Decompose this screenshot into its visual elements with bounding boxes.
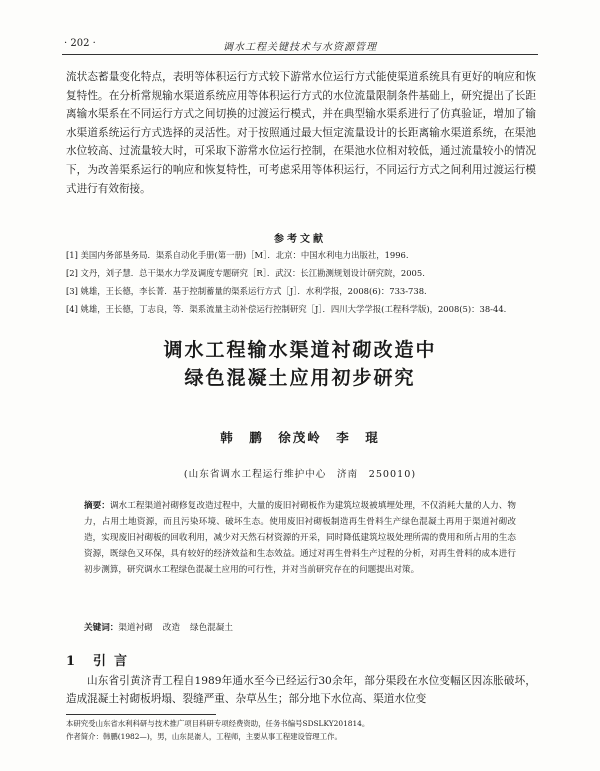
- introduction-paragraph: 山东省引黄济青工程自1989年通水至今已经运行30余年，部分渠段在水位变幅区因冻胀破坏，造成混凝土衬砌板坍塌、裂缝严重、杂草丛生；部分地下水位高、渠道水位变: [66, 675, 536, 705]
- funding-footnote: 本研究受山东省水利科研与技术推广项目科研专项经费资助，任务书编号SDSLKY201814。: [66, 719, 370, 728]
- keywords: [84, 620, 516, 636]
- abstract-text: 调水工程渠道衬砌修复改造过程中，大量的废旧衬砌板作为建筑垃圾被填埋处理，不仅消耗大量的人力、物力，占用土地资源，而且污染环境、破坏生态。使用废旧衬砌板制造再生骨料生产绿色混凝土再用于渠道衬砌改造，实现废旧衬砌板的回收利用，减少对天然石材资源的开采，同时降低建筑垃圾处理所需的费用和所占用的生态资源，既绿色又环保，具有较好的经济效益和生态效益。通过对再生骨料生产过程的分析，对再生骨料的成本进行初步测算，研究调水工程绿色混凝土应用的可行性，并对当前研究存在的问题提出对策。: [84, 501, 516, 575]
- paper-title-line: 调水工程输水渠道衬砌改造中: [163, 339, 437, 361]
- section-heading: [66, 650, 135, 669]
- abstract: [84, 498, 516, 578]
- reference-list: [66, 248, 536, 320]
- footnote-divider: [66, 714, 216, 715]
- keyword: 改造: [162, 623, 180, 633]
- journal-name: 调水工程关键技术与水资源管理: [223, 42, 377, 53]
- section-title: 引言: [93, 654, 136, 669]
- footnotes: [66, 718, 536, 743]
- paper-title-line: 绿色混凝土应用初步研究: [184, 367, 416, 389]
- keywords-label: 关键词：: [84, 623, 119, 633]
- paper-title: [0, 336, 600, 392]
- references-heading: 参考文献: [274, 234, 326, 245]
- author-affiliation: (山东省调水工程运行维护中心 济南 250010): [183, 469, 417, 480]
- author-list: 韩 鹏 徐茂岭 李 琨: [220, 430, 380, 445]
- running-header: [62, 36, 538, 55]
- reference-item: [2] 文丹，刘子慧．总干渠水力学及调度专题研究［R］．武汉：长江勘测规划设计研究院，2005.: [66, 268, 425, 278]
- section-number: 1: [66, 654, 84, 669]
- previous-article-conclusion: 流状态蓄量变化特点，表明等体积运行方式较下游常水位运行方式能使渠道系统具有更好的响应和恢复特性。在分析常规输水渠道系统应用等体积运行方式的水位流量限制条件基础上，研究提出了长距离输水渠系在不同运行方式之间切换的过渡运行模式，并在典型输水渠系进行了仿真验证，增加了输水渠道系统运行方式选择的灵活性。对于按照通过最大恒定流量设计的长距离输水渠道系统，在渠池水位较高、过流量较大时，可采取下游常水位运行控制，在渠池水位相对较低，通过流量较小的情况下，为改善渠系运行的响应和恢复特性，可考虑采用等体积运行，不同运行方式之间利用过渡运行模式进行有效衔接。: [66, 71, 536, 195]
- page-number: · 202 ·: [64, 38, 96, 49]
- author-bio-footnote: 作者简介：韩鹏(1982—)，男，山东昆嵛人，工程师，主要从事工程建设管理工作。: [66, 731, 342, 741]
- abstract-label: 摘要：: [84, 501, 110, 511]
- reference-item: [3] 姚雄，王长德，李长菁．基于控制蓄量的渠系运行方式［J］．水利学报，2008(6)：733-738.: [66, 286, 427, 296]
- reference-item: [1] 美国内务部垦务局．渠系自动化手册(第一册)［M］．北京：中国水利电力出版社，1996.: [66, 250, 409, 260]
- reference-item: [4] 姚雄，王长德，丁志良，等．渠系流量主动补偿运行控制研究［J］．四川大学学报(工程科学版)，2008(5)：38-44.: [66, 304, 507, 314]
- keyword: 绿色混凝土: [189, 623, 233, 633]
- keyword: 渠道衬砌: [118, 623, 153, 633]
